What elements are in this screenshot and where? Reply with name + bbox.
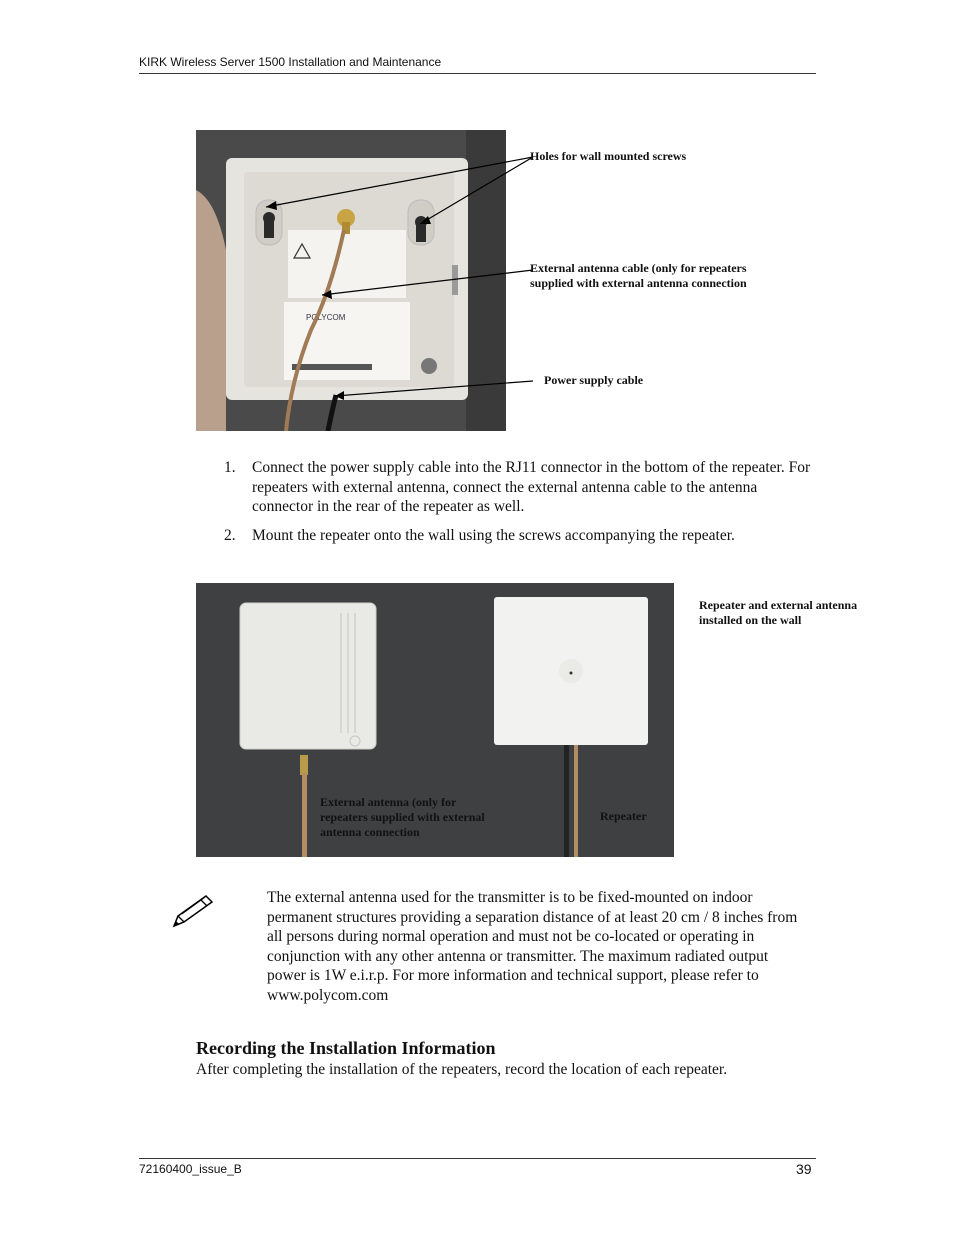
note-text: The external antenna used for the transmitter is to be fixed-mounted on indoor permanent structures providing a separation distance of at least 20 cm / 8 inches from all persons during normal operation and must not be co-located or operating in conjunction with any other antenna or transmitter. The maximum radiated output power is 1W e.i.r.p. For more information and technical support, please refer to www.polycom.com: [267, 889, 798, 1004]
footer-rule: [139, 1158, 816, 1159]
page-header-title: KIRK Wireless Server 1500 Installation and Maintenance: [139, 55, 442, 69]
svg-text:POLYCOM: POLYCOM: [306, 313, 346, 322]
callout-repeater: Repeater: [600, 809, 647, 823]
step-item: [224, 458, 814, 517]
step-item: [224, 526, 814, 546]
section-text: After completing the installation of the repeaters, record the location of each repeater.: [196, 1061, 728, 1078]
step-text: Connect the power supply cable into the RJ11 connector in the bottom of the repeater. For repeaters with external antenna, connect the external antenna cable to the antenna connector in the rear of the repeater as well.: [252, 459, 811, 515]
pencil-icon: [170, 894, 216, 930]
figure2-caption: Repeater and external antenna installed on the wall: [699, 598, 858, 627]
step-number: 2.: [224, 526, 236, 544]
callout-holes: Holes for wall mounted screws: [530, 149, 687, 163]
callout-antenna-cable: External antenna cable (only for repeaters supplied with external antenna connection: [530, 261, 747, 290]
section-heading: Recording the Installation Information: [196, 1038, 496, 1058]
steps-list: [224, 458, 814, 545]
callout-power-cable: Power supply cable: [544, 373, 644, 387]
step-number: 1.: [224, 459, 236, 476]
footer-page-number: 39: [796, 1161, 812, 1177]
step-text: Mount the repeater onto the wall using the screws accompanying the repeater.: [252, 526, 735, 544]
callout-external-antenna: External antenna (only for repeaters supplied with external antenna connection: [320, 795, 485, 839]
footer-doc-id: 72160400_issue_B: [139, 1162, 242, 1176]
